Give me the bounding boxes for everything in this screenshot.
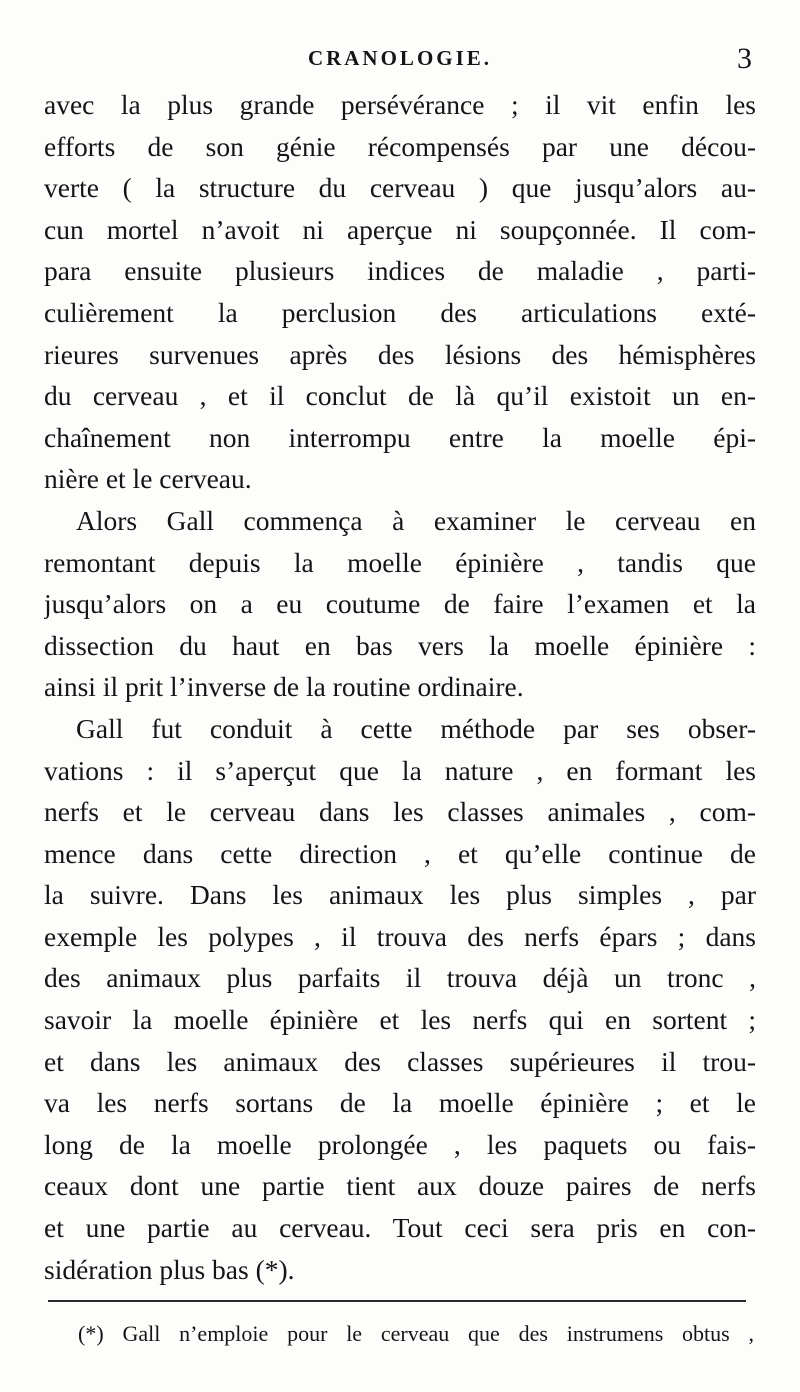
text-line: mence dans cette direction , et qu’elle continue de <box>44 837 756 869</box>
text-line: jusqu’alors on a eu coutume de faire l’examen et la <box>44 588 756 620</box>
text-line: remontant depuis la moelle épinière , tandis que <box>44 546 756 578</box>
paragraph-start-line: Gall fut conduit à cette méthode par ses obser- <box>76 712 756 744</box>
text-line: verte ( la structure du cerveau ) que jusqu’alors au- <box>44 172 756 204</box>
text-line: et dans les animaux des classes supérieures il trou- <box>44 1045 756 1077</box>
text-line: va les nerfs sortans de la moelle épinière ; et le <box>44 1087 756 1119</box>
text-line: avec la plus grande persévérance ; il vit enfin les <box>44 89 756 120</box>
running-title: CRANOLOGIE. <box>307 46 493 70</box>
running-head <box>44 42 756 82</box>
paragraph-end-line: sidération plus bas (*). <box>44 1253 295 1285</box>
text-line: para ensuite plusieurs indices de maladie , parti- <box>44 255 756 287</box>
paragraph-end-line: ainsi il prit l’inverse de la routine ordinaire. <box>44 671 524 703</box>
body-text <box>44 84 756 1290</box>
text-line: chaînement non interrompu entre la moelle épi- <box>44 421 756 453</box>
text-line: long de la moelle prolongée , les paquets ou fais- <box>44 1128 756 1160</box>
paragraph-end-line: nière et le cerveau. <box>44 463 252 495</box>
text-line: la suivre. Dans les animaux les plus simples , par <box>44 879 756 911</box>
text-line: du cerveau , et il conclut de là qu’il existoit un en- <box>44 380 756 412</box>
text-line: cun mortel n’avoit ni aperçue ni soupçonnée. Il com- <box>44 213 756 245</box>
footnote-rule <box>48 1300 746 1302</box>
footnote: (*) Gall n’emploie pour le cerveau que des instrumens obtus , <box>78 1321 754 1346</box>
text-line: exemple les polypes , il trouva des nerfs épars ; dans <box>44 920 756 952</box>
text-line: et une partie au cerveau. Tout ceci sera pris en con- <box>44 1212 756 1244</box>
text-line: savoir la moelle épinière et les nerfs qui en sortent ; <box>44 1004 756 1036</box>
text-line: dissection du haut en bas vers la moelle épinière : <box>44 629 756 661</box>
text-line: rieures survenues après des lésions des hémisphères <box>44 338 756 370</box>
page-number: 3 <box>737 42 752 75</box>
text-line: vations : il s’aperçut que la nature , en formant les <box>44 754 756 786</box>
text-line: ceaux dont une partie tient aux douze paires de nerfs <box>44 1170 756 1202</box>
text-line: efforts de son génie récompensés par une décou- <box>44 130 756 162</box>
text-line: culièrement la perclusion des articulations exté- <box>44 296 756 328</box>
text-line: nerfs et le cerveau dans les classes animales , com- <box>44 796 756 828</box>
paragraph-start-line: Alors Gall commença à examiner le cerveau en <box>76 504 756 536</box>
text-line: des animaux plus parfaits il trouva déjà un tronc , <box>44 962 756 994</box>
